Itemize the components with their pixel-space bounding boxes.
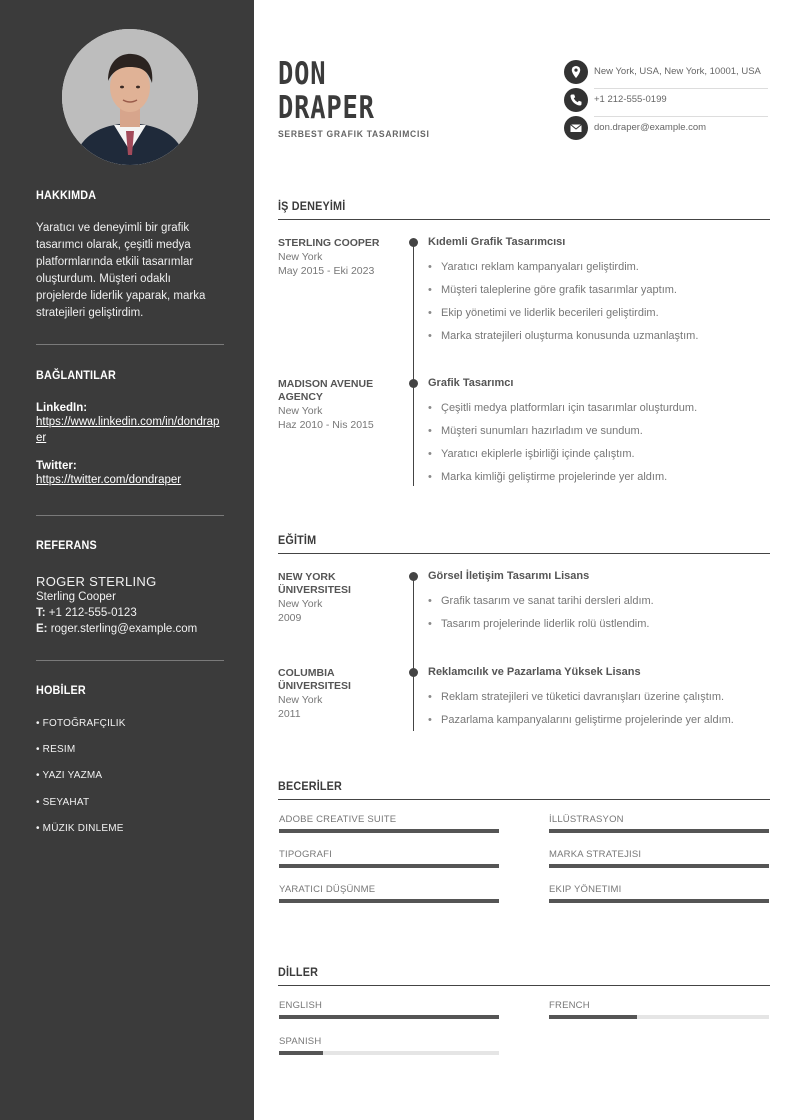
phone-icon (564, 88, 588, 112)
reference-section (36, 538, 224, 637)
skill-bar-fill (549, 864, 769, 868)
section-rule (278, 985, 770, 986)
twitter-label: Twitter: (36, 460, 77, 472)
skill-bar (279, 864, 499, 868)
language-bar-fill (279, 1015, 499, 1019)
company-location: New York (278, 405, 323, 417)
linkedin-link[interactable]: https://www.linkedin.com/in/dondraper (36, 416, 220, 444)
hobby-item: • FOTOĞRAFÇILIK (36, 718, 126, 729)
education-bullet: • Tasarım projelerinde liderlik rolü üstlendim. (428, 618, 649, 630)
timeline-line (413, 576, 414, 731)
education-title: EĞİTİM (278, 533, 317, 547)
position-title: Grafik Tasarımcı (428, 377, 514, 389)
phone-text: +1 212-555-0199 (594, 94, 667, 105)
hobbies-section (36, 683, 224, 853)
skill-label: EKIP YÖNETIMI (549, 884, 622, 895)
employment-dates: Haz 2010 - Nis 2015 (278, 419, 374, 431)
education-entry-meta (278, 667, 396, 721)
experience-bullet: • Marka stratejileri oluşturma konusunda uzmanlaştım. (428, 330, 698, 342)
skill-bar-fill (279, 864, 499, 868)
section-rule (278, 799, 770, 800)
language-bar-fill (279, 1051, 323, 1055)
reference-phone-label: T: (36, 607, 46, 619)
profile-photo (62, 29, 198, 165)
school-location: New York (278, 694, 323, 706)
contact-phone (564, 88, 768, 112)
job-role: SERBEST GRAFIK TASARIMCISI (278, 129, 430, 140)
skill-bar (549, 864, 769, 868)
company-location: New York (278, 251, 323, 263)
contact-email (564, 116, 768, 140)
graduation-year: 2009 (278, 612, 302, 624)
sidebar (0, 0, 254, 1120)
experience-title: İŞ DENEYİMİ (278, 199, 346, 213)
language-bar (279, 1051, 499, 1055)
reference-name: ROGER STERLING (36, 574, 157, 589)
education-entry-meta (278, 571, 396, 625)
timeline-dot (409, 379, 418, 388)
timeline-line (413, 242, 414, 346)
sidebar-divider (36, 515, 224, 516)
education-bullet: • Grafik tasarım ve sanat tarihi dersleri aldım. (428, 595, 654, 607)
reference-company: Sterling Cooper (36, 591, 116, 603)
reference-email-value: roger.sterling@example.com (50, 623, 198, 635)
experience-bullet: • Yaratıcı ekiplerle işbirliği içinde çalıştım. (428, 448, 635, 460)
last-name: DRAPER (278, 90, 375, 126)
first-name: DON (278, 56, 327, 92)
skill-label: TIPOGRAFI (279, 849, 332, 860)
graduation-year: 2011 (278, 708, 301, 720)
language-bar (279, 1015, 499, 1019)
experience-bullet: • Yaratıcı reklam kampanyaları geliştirdim. (428, 261, 639, 273)
language-label: FRENCH (549, 1000, 590, 1011)
skill-label: YARATICI DÜŞÜNME (279, 884, 376, 895)
links-section (36, 368, 224, 488)
experience-bullet: • Marka kimliği geliştirme projelerinde yer aldım. (428, 471, 667, 483)
degree-title: Görsel İletişim Tasarımı Lisans (428, 570, 590, 582)
skill-label: ADOBE CREATIVE SUITE (279, 814, 397, 825)
company-name: MADISON AVENUE AGENCY (278, 378, 374, 403)
language-bar (549, 1015, 769, 1019)
skill-bar-fill (549, 899, 769, 903)
about-text: Yaratıcı ve deneyimli bir grafik tasarımcı olarak, çeşitli medya platformlarında etkili tasarımlar oluşturdum. Müşteri odaklı projelerde liderlik yaparak, marka stratejileri geliştirdim. (36, 222, 206, 319)
section-rule (278, 219, 770, 220)
skill-bar-fill (279, 899, 499, 903)
about-section (36, 188, 224, 322)
position-title: Kıdemli Grafik Tasarımcısı (428, 236, 566, 248)
experience-entry-meta (278, 378, 396, 432)
contact-address (564, 60, 768, 84)
timeline-dot (409, 572, 418, 581)
email-icon (564, 116, 588, 140)
experience-entry-meta (278, 237, 396, 278)
reference-phone-value: +1 212-555-0123 (48, 607, 137, 619)
language-label: SPANISH (279, 1036, 322, 1047)
skill-bar (549, 829, 769, 833)
skill-bar-fill (279, 829, 499, 833)
language-bar-fill (549, 1015, 637, 1019)
experience-bullet: • Ekip yönetimi ve liderlik becerileri geliştirdim. (428, 307, 659, 319)
sidebar-divider (36, 344, 224, 345)
skill-bar (279, 829, 499, 833)
location-icon (564, 60, 588, 84)
section-rule (278, 553, 770, 554)
skill-label: MARKA STRATEJISI (549, 849, 642, 860)
sidebar-divider (36, 660, 224, 661)
skill-bar (549, 899, 769, 903)
timeline-line (413, 346, 414, 486)
linkedin-label: LinkedIn: (36, 402, 88, 414)
twitter-link[interactable]: https://twitter.com/dondraper (36, 474, 182, 486)
school-name: NEW YORK ÜNIVERSITESI (278, 571, 351, 596)
timeline-dot (409, 668, 418, 677)
reference-email (36, 621, 224, 637)
address-text: New York, USA, New York, 10001, USA (594, 66, 761, 77)
skills-title: BECERİLER (278, 779, 343, 793)
hobby-item: • RESIM (36, 744, 76, 755)
company-name: STERLING COOPER (278, 237, 380, 249)
employment-dates: May 2015 - Eki 2023 (278, 265, 375, 277)
experience-bullet: • Müşteri sunumları hazırladım ve sundum. (428, 425, 643, 437)
reference-phone (36, 605, 224, 621)
experience-bullet: • Müşteri taleplerine göre grafik tasarımlar yaptım. (428, 284, 677, 296)
about-title: HAKKIMDA (36, 188, 97, 202)
skill-bar (279, 899, 499, 903)
education-bullet: • Pazarlama kampanyalarını geliştirme projelerinde yer aldım. (428, 714, 734, 726)
hobby-item: • SEYAHAT (36, 797, 90, 808)
skill-bar-fill (549, 829, 769, 833)
reference-title: REFERANS (36, 538, 97, 552)
reference-email-label: E: (36, 623, 48, 635)
language-label: ENGLISH (279, 1000, 323, 1011)
hobby-item: • YAZI YAZMA (36, 770, 103, 781)
languages-title: DİLLER (278, 965, 319, 979)
links-title: BAĞLANTILAR (36, 368, 116, 382)
email-text[interactable]: don.draper@example.com (594, 122, 707, 133)
school-name: COLUMBIA ÜNIVERSITESI (278, 667, 351, 692)
timeline-dot (409, 238, 418, 247)
experience-bullet: • Çeşitli medya platformları için tasarımlar oluşturdum. (428, 402, 697, 414)
education-bullet: • Reklam stratejileri ve tüketici davranışları üzerine çalıştım. (428, 691, 724, 703)
skill-label: İLLÜSTRASYON (549, 814, 624, 825)
degree-title: Reklamcılık ve Pazarlama Yüksek Lisans (428, 666, 641, 678)
hobbies-title: HOBİLER (36, 683, 86, 697)
hobby-item: • MÜZIK DINLEME (36, 823, 124, 834)
school-location: New York (278, 598, 323, 610)
